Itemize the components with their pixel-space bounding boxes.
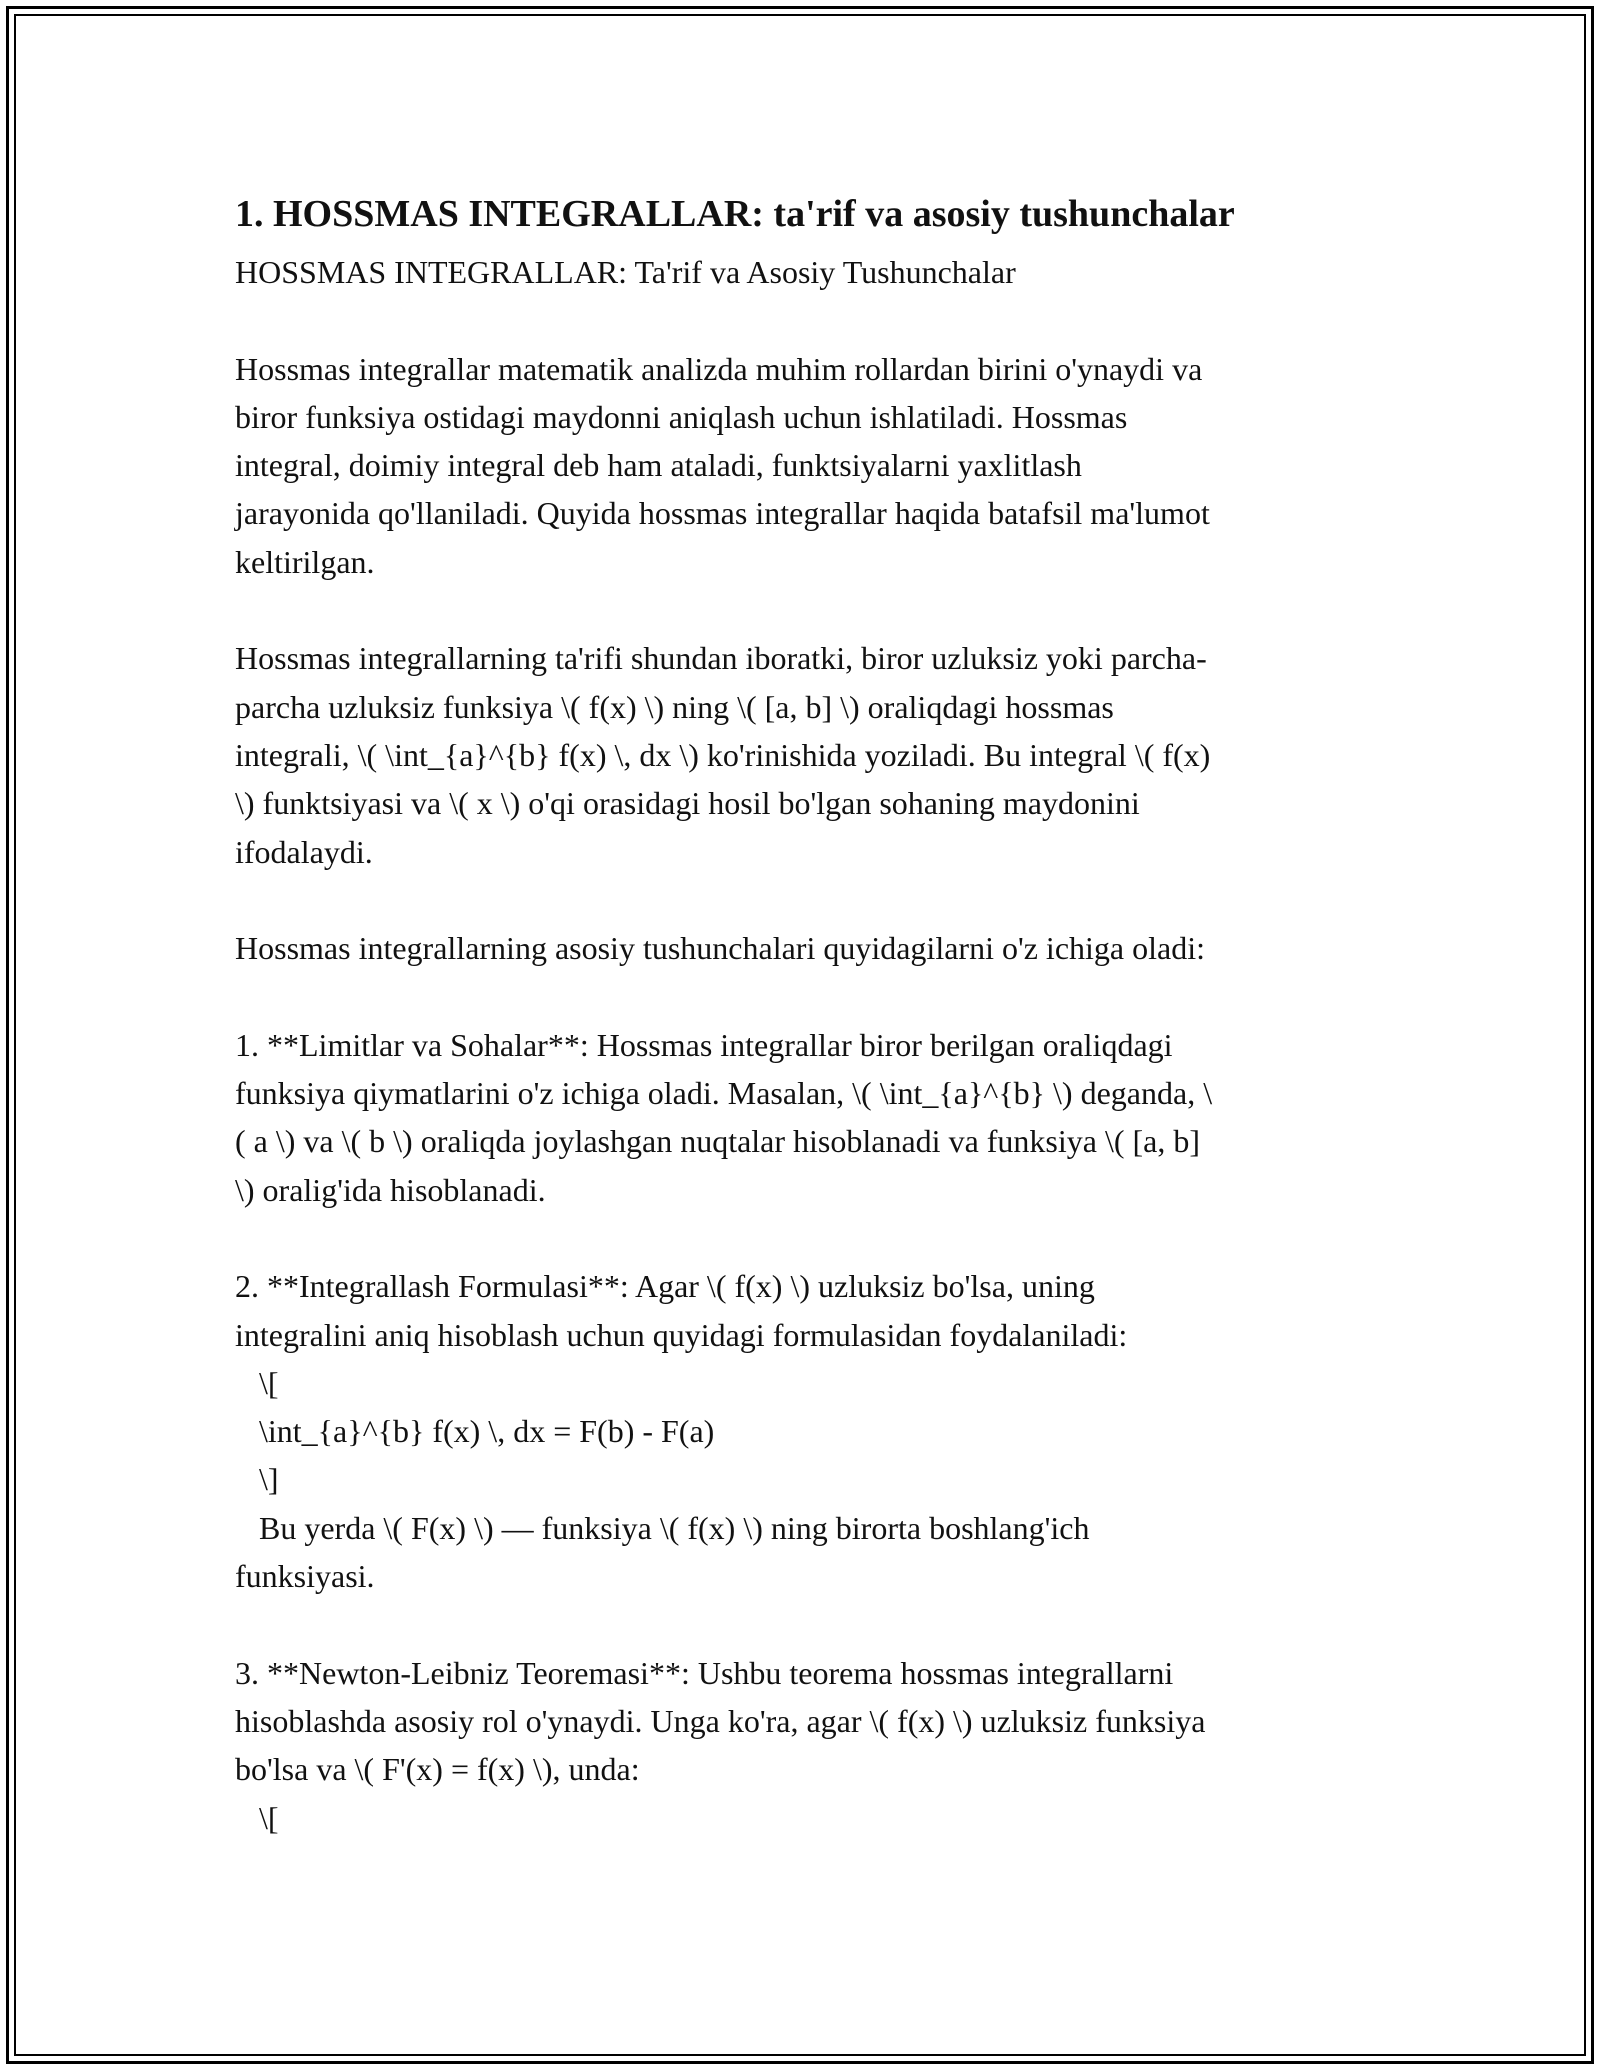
document-body: HOSSMAS INTEGRALLAR: Ta'rif va Asosiy Tushunchalar Hossmas integrallar matematik analizda muhim rollardan birini o'ynaydi va biror funksiya ostidagi maydonni aniqlash uchun ishlatiladi. Hossmas integral, doimiy integral deb ham ataladi, funktsiyalarni yaxlitlash jarayonida qo'llaniladi. Quyida hossmas integrallar haqida batafsil ma'lumot keltirilgan. Hossmas integrallarning ta'rifi shundan iboratki, biror uzluksiz yoki parcha- parcha uzluksiz funksiya \( f(x) \) ning \( [a, b] \) oraliqdagi hossmas integrali, \( \int_{a}^{b} f(x) \, dx \) ko'rinishida yoziladi. Bu integral \( f(x) \) funktsiyasi va \( x \) o'qi orasidagi hosil bo'lgan sohaning maydonini ifodalaydi. Hossmas integrallarning asosiy tushunchalari quyidagilarni o'z ichiga oladi: 1. **Limitlar va Sohalar**: Hossmas integrallar biror berilgan oraliqdagi funksiya qiymatlarini o'z ichiga oladi. Masalan, \( \int_{a}^{b} \) deganda, \ ( a \) va \( b \) oraliqda joylashgan nuqtalar hisoblanadi va funksiya \( [a, b] \) oralig'ida hisoblanadi. 2. **Integrallash Formulasi**: Agar \( f(x) \) uzluksiz bo'lsa, uning integralini aniq hisoblash uchun quyidagi formulasidan foydalaniladi: \[ \int_{a}^{b} f(x) \, dx = F(b) - F(a) \] Bu yerda \( F(x) \) — funksiya \( f(x) \) ning birorta boshlang'ich funksiyasi. 3. **Newton-Leibniz Teoremasi**: Ushbu teorema hossmas integrallarni hisoblashda asosiy rol o'ynaydi. Unga ko'ra, agar \( f(x) \) uzluksiz funksiya bo'lsa va \( F'(x) = f(x) \), unda: \[: [235, 254, 1213, 1836]
page-title: 1. HOSSMAS INTEGRALLAR: ta'rif va asosiy tushunchalar: [235, 193, 1235, 235]
document-content: [235, 178, 1365, 1842]
